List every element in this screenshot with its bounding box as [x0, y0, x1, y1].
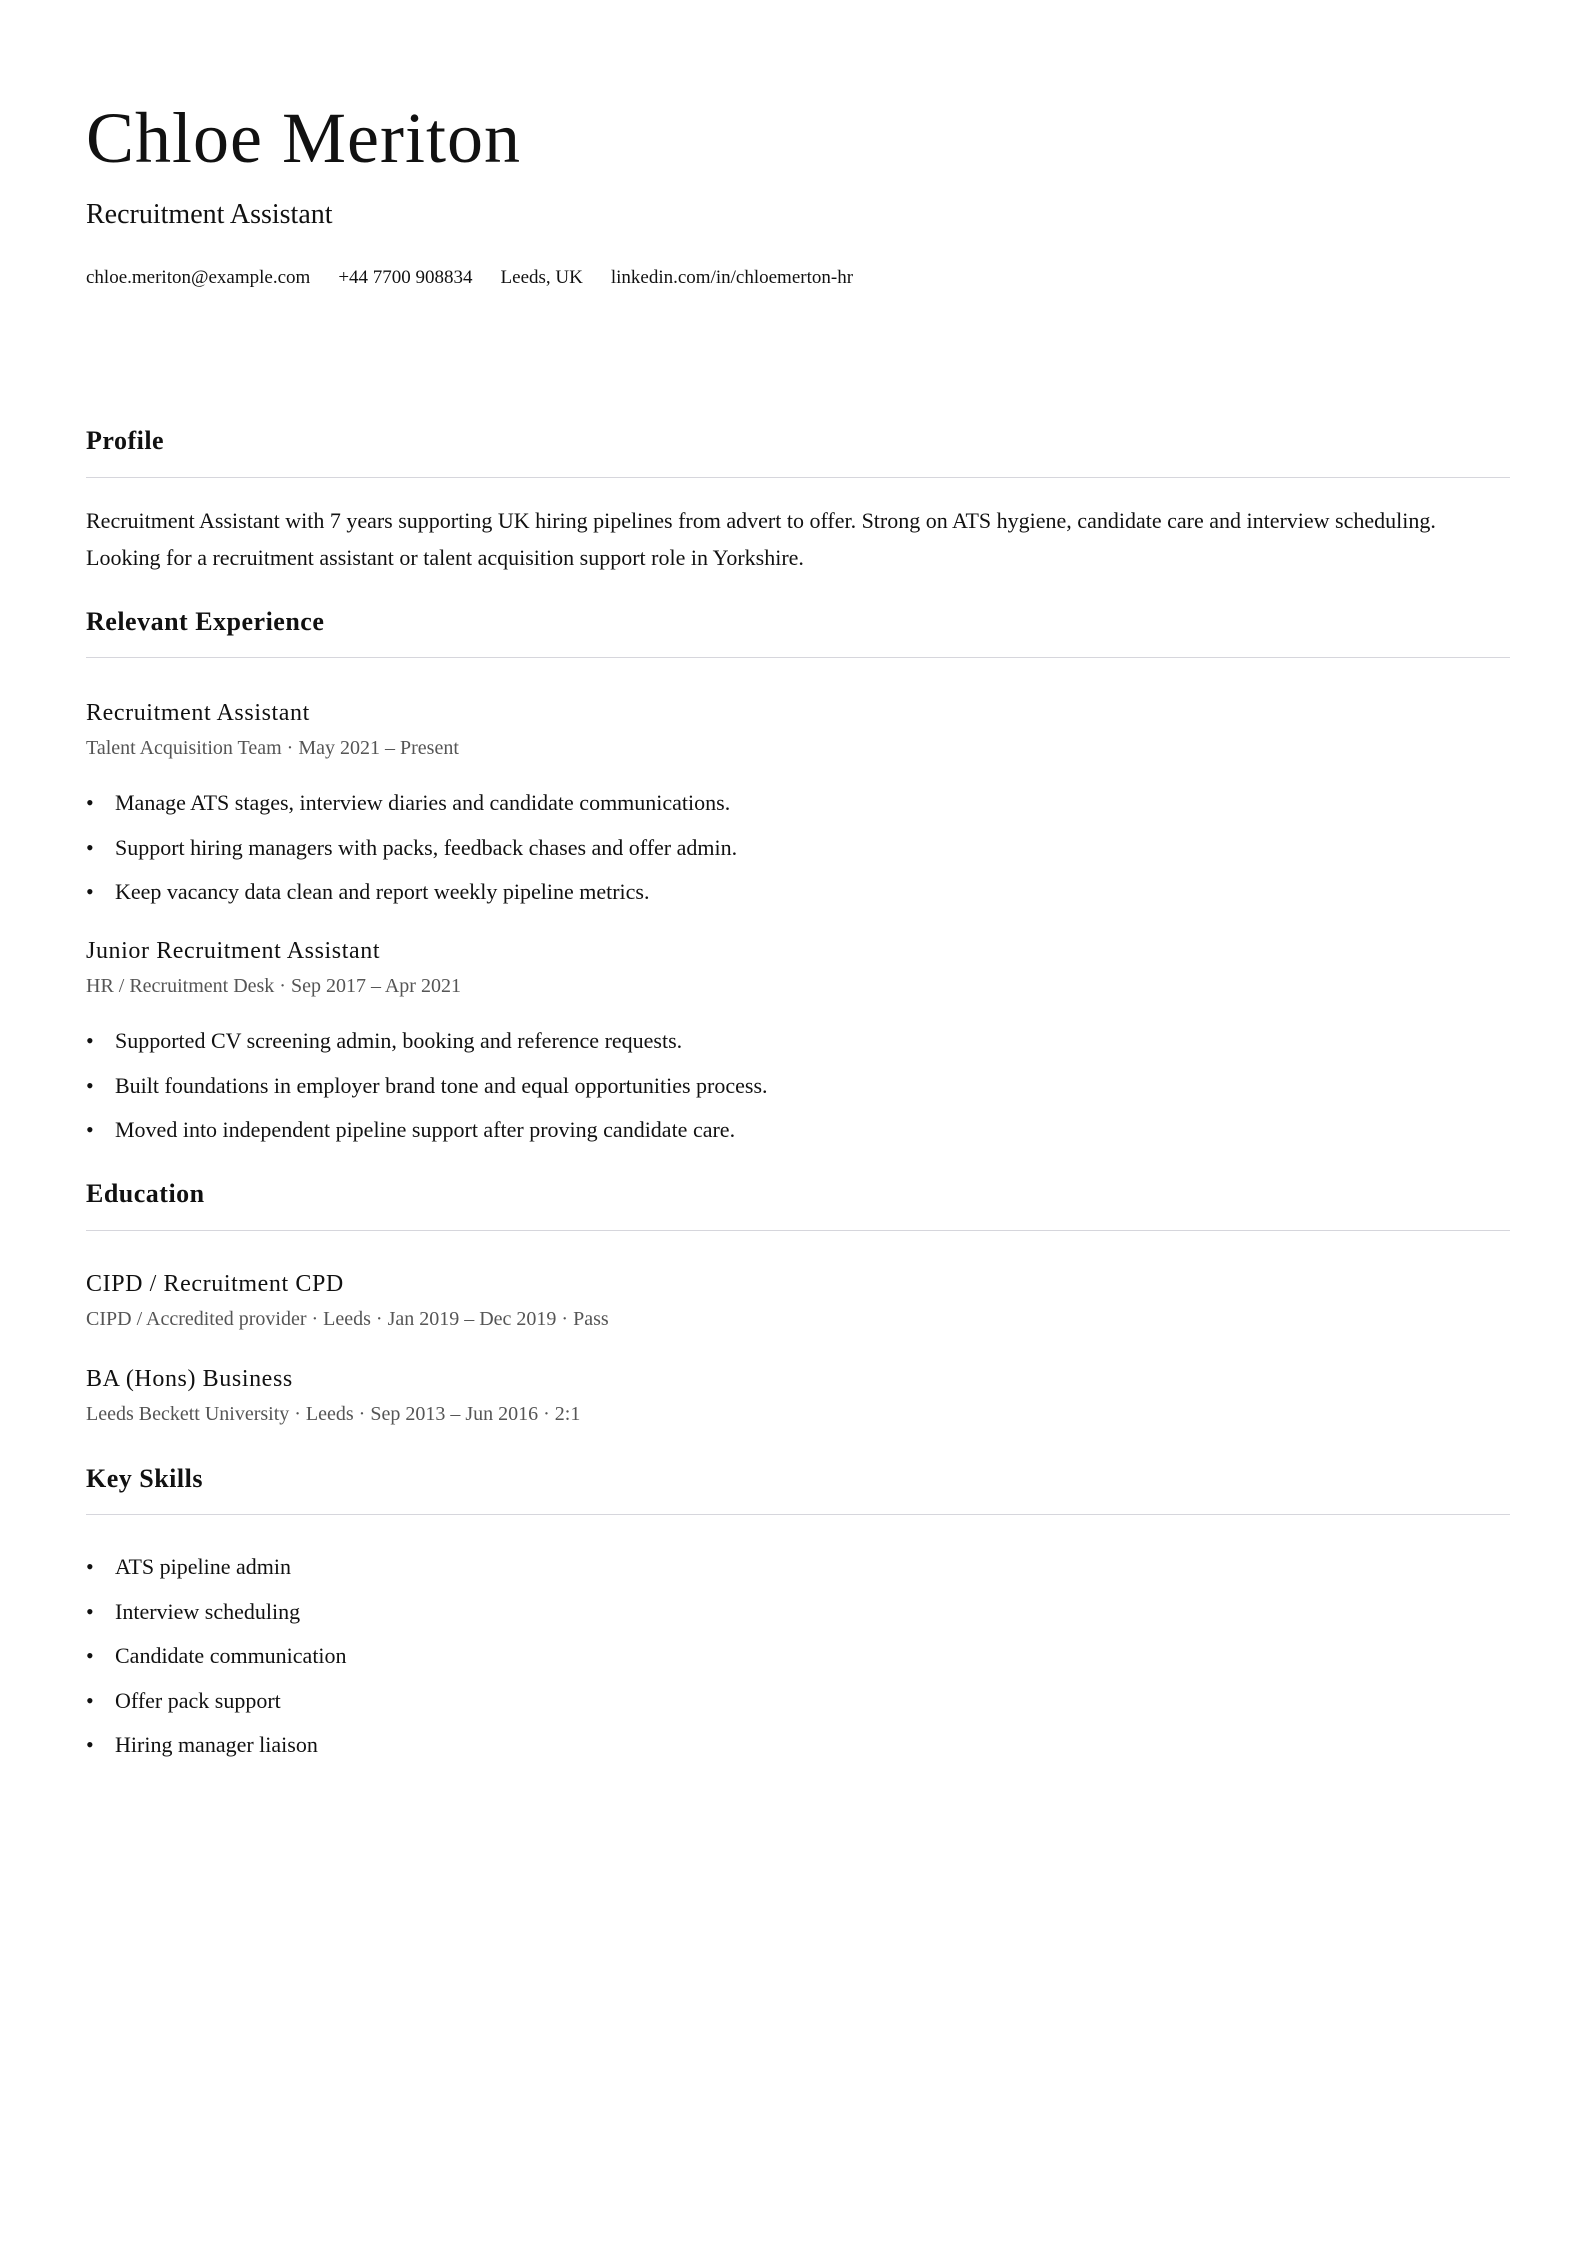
skills-heading: Key Skills	[86, 1464, 203, 1493]
experience-heading: Relevant Experience	[86, 607, 325, 636]
experience-divider	[86, 657, 1510, 658]
list-item: • Support hiring managers with packs, feedback chases and offer admin.	[86, 833, 737, 878]
education-divider	[86, 1230, 1510, 1231]
job-bullets	[86, 1026, 768, 1160]
education-title: BA (Hons) Business	[86, 1366, 293, 1392]
contact-email: chloe.meriton@example.com	[86, 267, 311, 288]
contact-phone: +44 7700 908834	[338, 267, 473, 288]
profile-heading: Profile	[86, 426, 165, 455]
profile-text: Recruitment Assistant with 7 years supporting UK hiring pipelines from advert to offer. Strong on ATS hygiene, candidate care and interview scheduling. Looking for a recruitment assistant or talent acquisition support role in Yorkshire.	[86, 508, 1436, 570]
list-item: • Manage ATS stages, interview diaries and candidate communications.	[86, 788, 737, 833]
list-item: • Keep vacancy data clean and report weekly pipeline metrics.	[86, 877, 737, 922]
skills-list	[86, 1552, 347, 1775]
education-title: CIPD / Recruitment CPD	[86, 1271, 344, 1297]
contact-linkedin: linkedin.com/in/chloemerton-hr	[610, 267, 854, 288]
job-meta: HR / Recruitment Desk · Sep 2017 – Apr 2021	[86, 975, 461, 997]
candidate-role: Recruitment Assistant	[86, 199, 333, 230]
contact-line	[86, 266, 853, 290]
education-meta: Leeds Beckett University · Leeds · Sep 2013 – Jun 2016 · 2:1	[86, 1403, 581, 1425]
list-item: • Candidate communication	[86, 1641, 347, 1686]
education-heading: Education	[86, 1179, 205, 1208]
job-meta: Talent Acquisition Team · May 2021 – Present	[86, 737, 459, 759]
list-item: • Supported CV screening admin, booking and reference requests.	[86, 1026, 768, 1071]
list-item: • ATS pipeline admin	[86, 1552, 347, 1597]
list-item: • Built foundations in employer brand tone and equal opportunities process.	[86, 1071, 768, 1116]
list-item: • Hiring manager liaison	[86, 1730, 347, 1775]
candidate-name: Chloe Meriton	[86, 98, 521, 178]
skills-divider	[86, 1514, 1510, 1515]
education-meta: CIPD / Accredited provider · Leeds · Jan 2019 – Dec 2019 · Pass	[86, 1308, 609, 1330]
job-title: Recruitment Assistant	[86, 700, 310, 726]
list-item: • Moved into independent pipeline support after proving candidate care.	[86, 1115, 768, 1160]
job-bullets	[86, 788, 737, 922]
profile-divider	[86, 477, 1510, 478]
job-title: Junior Recruitment Assistant	[86, 938, 381, 964]
list-item: • Offer pack support	[86, 1686, 347, 1731]
list-item: • Interview scheduling	[86, 1597, 347, 1642]
contact-location: Leeds, UK	[500, 267, 583, 288]
